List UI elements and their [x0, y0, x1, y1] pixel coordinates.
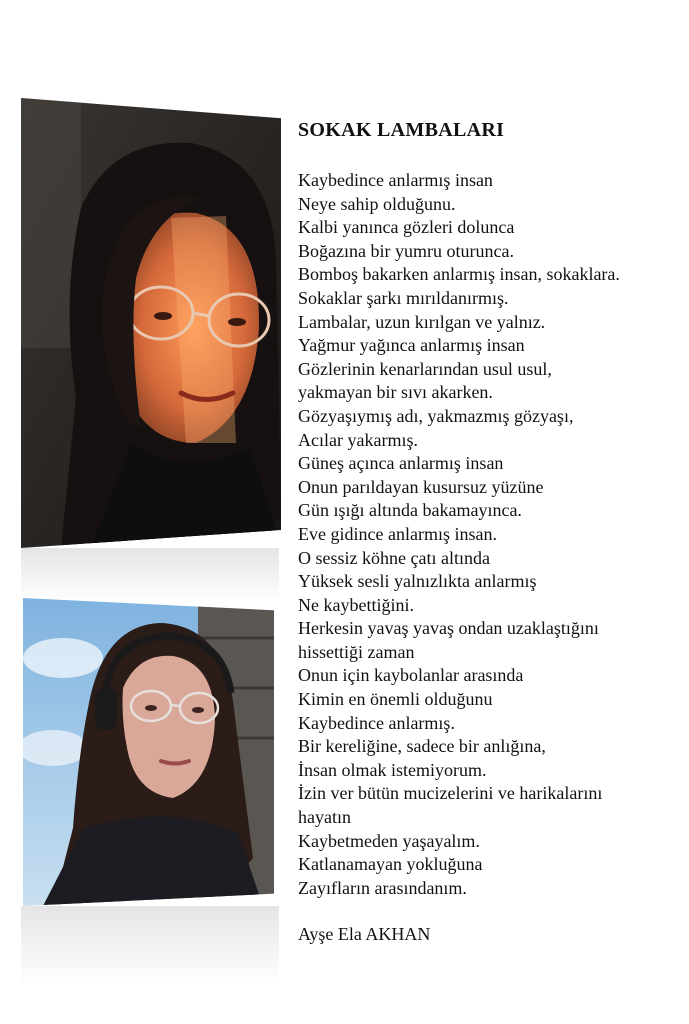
poem-line: Kaybedince anlarmış insan [298, 170, 493, 190]
poem-line: Lambalar, uzun kırılgan ve yalnız. [298, 311, 546, 332]
portrait-2-illustration [23, 598, 274, 906]
poem-line: Eve gidince anlarmış insan. [298, 523, 497, 544]
poem-line: İzin ver bütün mucizelerini ve harikalarını [298, 783, 603, 804]
poem-line: Gün ışığı altında bakamayınca. [298, 500, 522, 521]
poem-line: Bir kereliğine, sadece bir anlığına, [298, 736, 546, 757]
portrait-photo-1 [21, 98, 281, 548]
poem-line: Acılar yakarmış. [298, 429, 418, 450]
poem-author: Ayşe Ela AKHAN [298, 924, 431, 945]
portrait-1-illustration [21, 98, 281, 548]
poem-line: Boğazına bir yumru oturunca. [298, 240, 514, 261]
poem-line: Gözyaşıymış adı, yakmazmış gözyaşı, [298, 405, 574, 426]
poem-title: SOKAK LAMBALARI [298, 119, 505, 141]
poem-line: Onun için kaybolanlar arasında [298, 665, 524, 686]
poem-block [298, 118, 683, 946]
photo-1-reflection [21, 548, 279, 602]
poem-line: Zayıfların arasındanım. [298, 877, 467, 898]
poem-lines [298, 169, 683, 900]
poem-line: Ne kaybettiğini. [298, 594, 414, 615]
poem-line: Onun parıldayan kusursuz yüzüne [298, 476, 544, 497]
poem-line: Gözlerinin kenarlarından usul usul, [298, 358, 552, 379]
poem-line: Yüksek sesli yalnızlıkta anlarmış [298, 571, 537, 592]
poem-line: Yağmur yağınca anlarmış insan [298, 335, 525, 356]
poem-line: O sessiz köhne çatı altında [298, 547, 490, 568]
poem-line: Kimin en önemli olduğunu [298, 689, 493, 710]
poem-line: Neye sahip olduğunu. [298, 193, 456, 214]
poem-line: İnsan olmak istemiyorum. [298, 759, 487, 780]
poem-line: Kaybedince anlarmış. [298, 712, 455, 733]
poem-line: Herkesin yavaş yavaş ondan uzaklaştığını [298, 618, 599, 639]
poem-line: Güneş açınca anlarmış insan [298, 453, 504, 474]
portrait-photo-2 [23, 598, 274, 906]
photo-2-reflection [21, 906, 279, 986]
poem-line: Kaybetmeden yaşayalım. [298, 830, 480, 851]
poem-line: yakmayan bir sıvı akarken. [298, 382, 493, 403]
poem-line: hayatın [298, 807, 351, 828]
poem-line: Bomboş bakarken anlarmış insan, sokaklara. [298, 264, 620, 285]
poem-line: Katlanamayan yokluğuna [298, 854, 483, 875]
poem-line: hissettiği zaman [298, 641, 415, 662]
poem-line: Sokaklar şarkı mırıldanırmış. [298, 287, 509, 308]
poem-line: Kalbi yanınca gözleri dolunca [298, 217, 515, 238]
